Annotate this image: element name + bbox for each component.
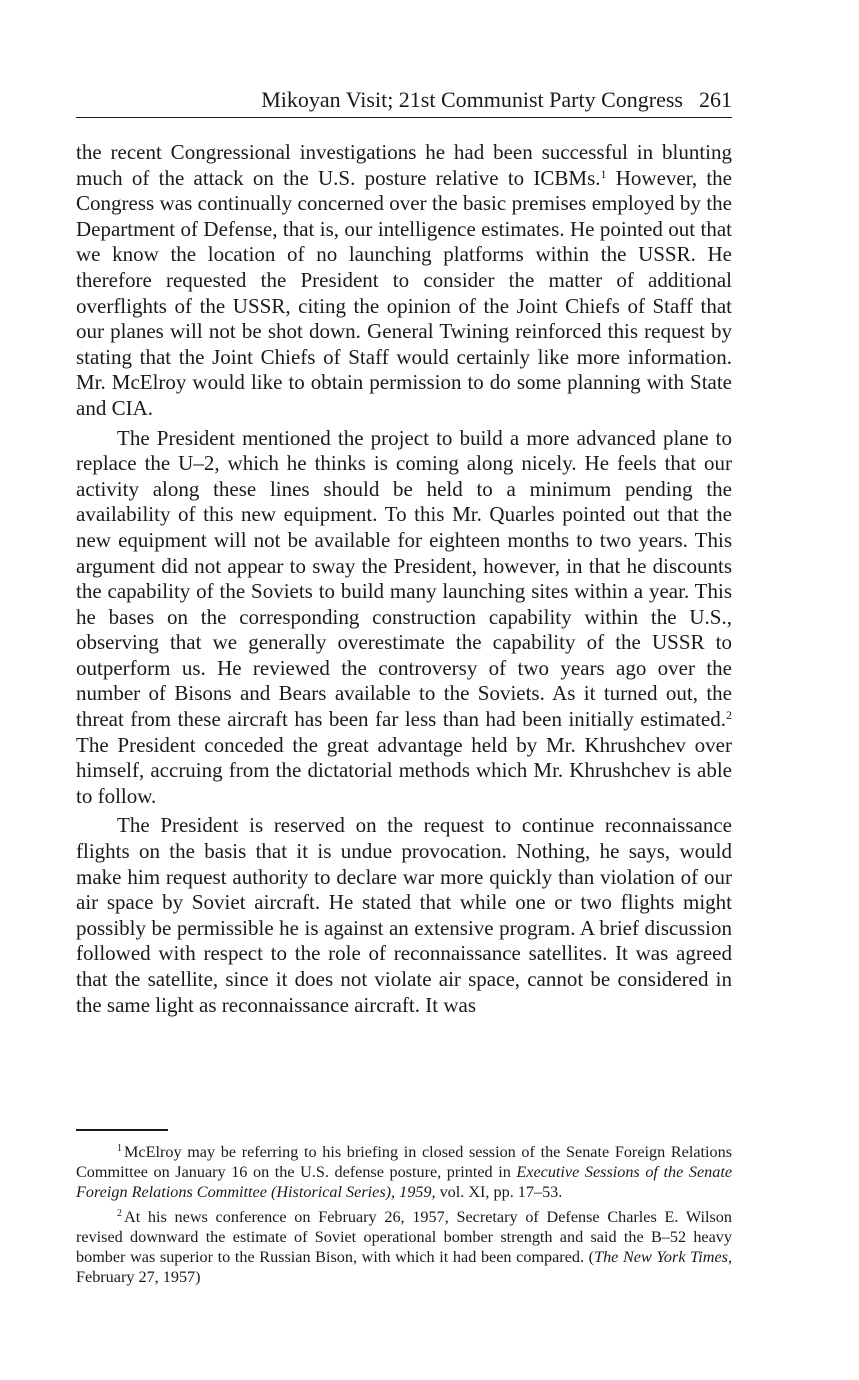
footnote-1-italic-title: Executive Sessions of the Senate Foreign Relations Committee (Historical Series), 1959, [76, 1163, 732, 1202]
running-head [76, 86, 732, 118]
footnote-2-italic-title: The New York Times, [594, 1248, 732, 1267]
paragraph-2 [76, 426, 732, 810]
paragraph-2-text-a: The President mentioned the project to build a more advanced plane to replace the U–2, which he thinks is coming along nicely. He feels that our activity along these lines should be held to a minimum pending the availability of this new equipment. To this Mr. Quarles pointed out that the new equipment will not be available for eighteen months to two years. This argument did not appear to sway the President, however, in that he discounts the capability of the Soviets to build many launching sites within a year. This he bases on the corresponding construction capability within the U.S., observing that we generally overestimate the capability of the USSR to outperform us. He reviewed the controversy of two years ago over the number of Bisons and Bears available to the Soviets. As it turned out, the threat from these aircraft has been far less than had been initially estimated. [76, 425, 732, 732]
footnote-2-text-b: February 27, 1957) [76, 1268, 201, 1287]
footnote-1 [76, 1142, 732, 1203]
paragraph-3: The President is reserved on the request to continue reconnaissance flights on the basis that it is undue provocation. Nothing, he says, would make him request authority to declare war more quickly than violation of our air space by Soviet aircraft. He stated that while one or two flights might possibly be permissible he is against an extensive program. A brief discussion followed with respect to the role of reconnaissance satellites. It was agreed that the satellite, since it does not violate air space, cannot be considered in the same light as reconnaissance aircraft. It was [76, 813, 732, 1017]
footnote-2 [76, 1207, 732, 1288]
body-text [76, 140, 732, 1018]
footnote-ref-1[interactable]: 1 [600, 166, 607, 181]
footnote-1-text-b: vol. XI, pp. 17–53. [435, 1183, 563, 1202]
footnotes [76, 1142, 732, 1291]
page [76, 86, 732, 1018]
footnote-2-text-a: At his news conference on February 26, 1957, Secretary of Defense Charles E. Wilson revised downward the estimate of Soviet operational bomber strength and said the B–52 heavy bomber was superior to the Russian Bison, with which it had been compared. ( [76, 1207, 732, 1267]
footnote-ref-2[interactable]: 2 [726, 708, 732, 723]
paragraph-1 [76, 140, 732, 422]
paragraph-2-text-b: The President conceded the great advantage held by Mr. Khrushchev over himself, accruing from the dictatorial methods which Mr. Khrushchev is able to follow. [76, 732, 732, 808]
running-title: Mikoyan Visit; 21st Communist Party Congress [261, 87, 683, 112]
footnote-1-text-a: McElroy may be referring to his briefing in closed session of the Senate Foreign Relations Committee on January 16 on the U.S. defense posture, printed in [76, 1143, 732, 1182]
footnote-rule [76, 1129, 168, 1131]
paragraph-1-text-a: the recent Congressional investigations he had been successful in blunting much of the attack on the U.S. posture relative to ICBMs. [76, 140, 732, 190]
paragraph-1-text-b: However, the Congress was continually concerned over the basic premises employed by the Department of Defense, that is, our intelligence estimates. He pointed out that we know the location of no launching platforms within the USSR. He therefore requested the President to consider the matter of additional overflights of the USSR, citing the opinion of the Joint Chiefs of Staff that our planes will not be shot down. General Twining reinforced this request by stating that the Joint Chiefs of Staff would certainly like more information. Mr. McElroy would like to obtain permission to do some planning with State and CIA. [76, 165, 732, 420]
footnote-2-marker: 2 [117, 1207, 122, 1219]
page-number: 261 [699, 87, 732, 112]
footnote-1-marker: 1 [117, 1143, 122, 1154]
